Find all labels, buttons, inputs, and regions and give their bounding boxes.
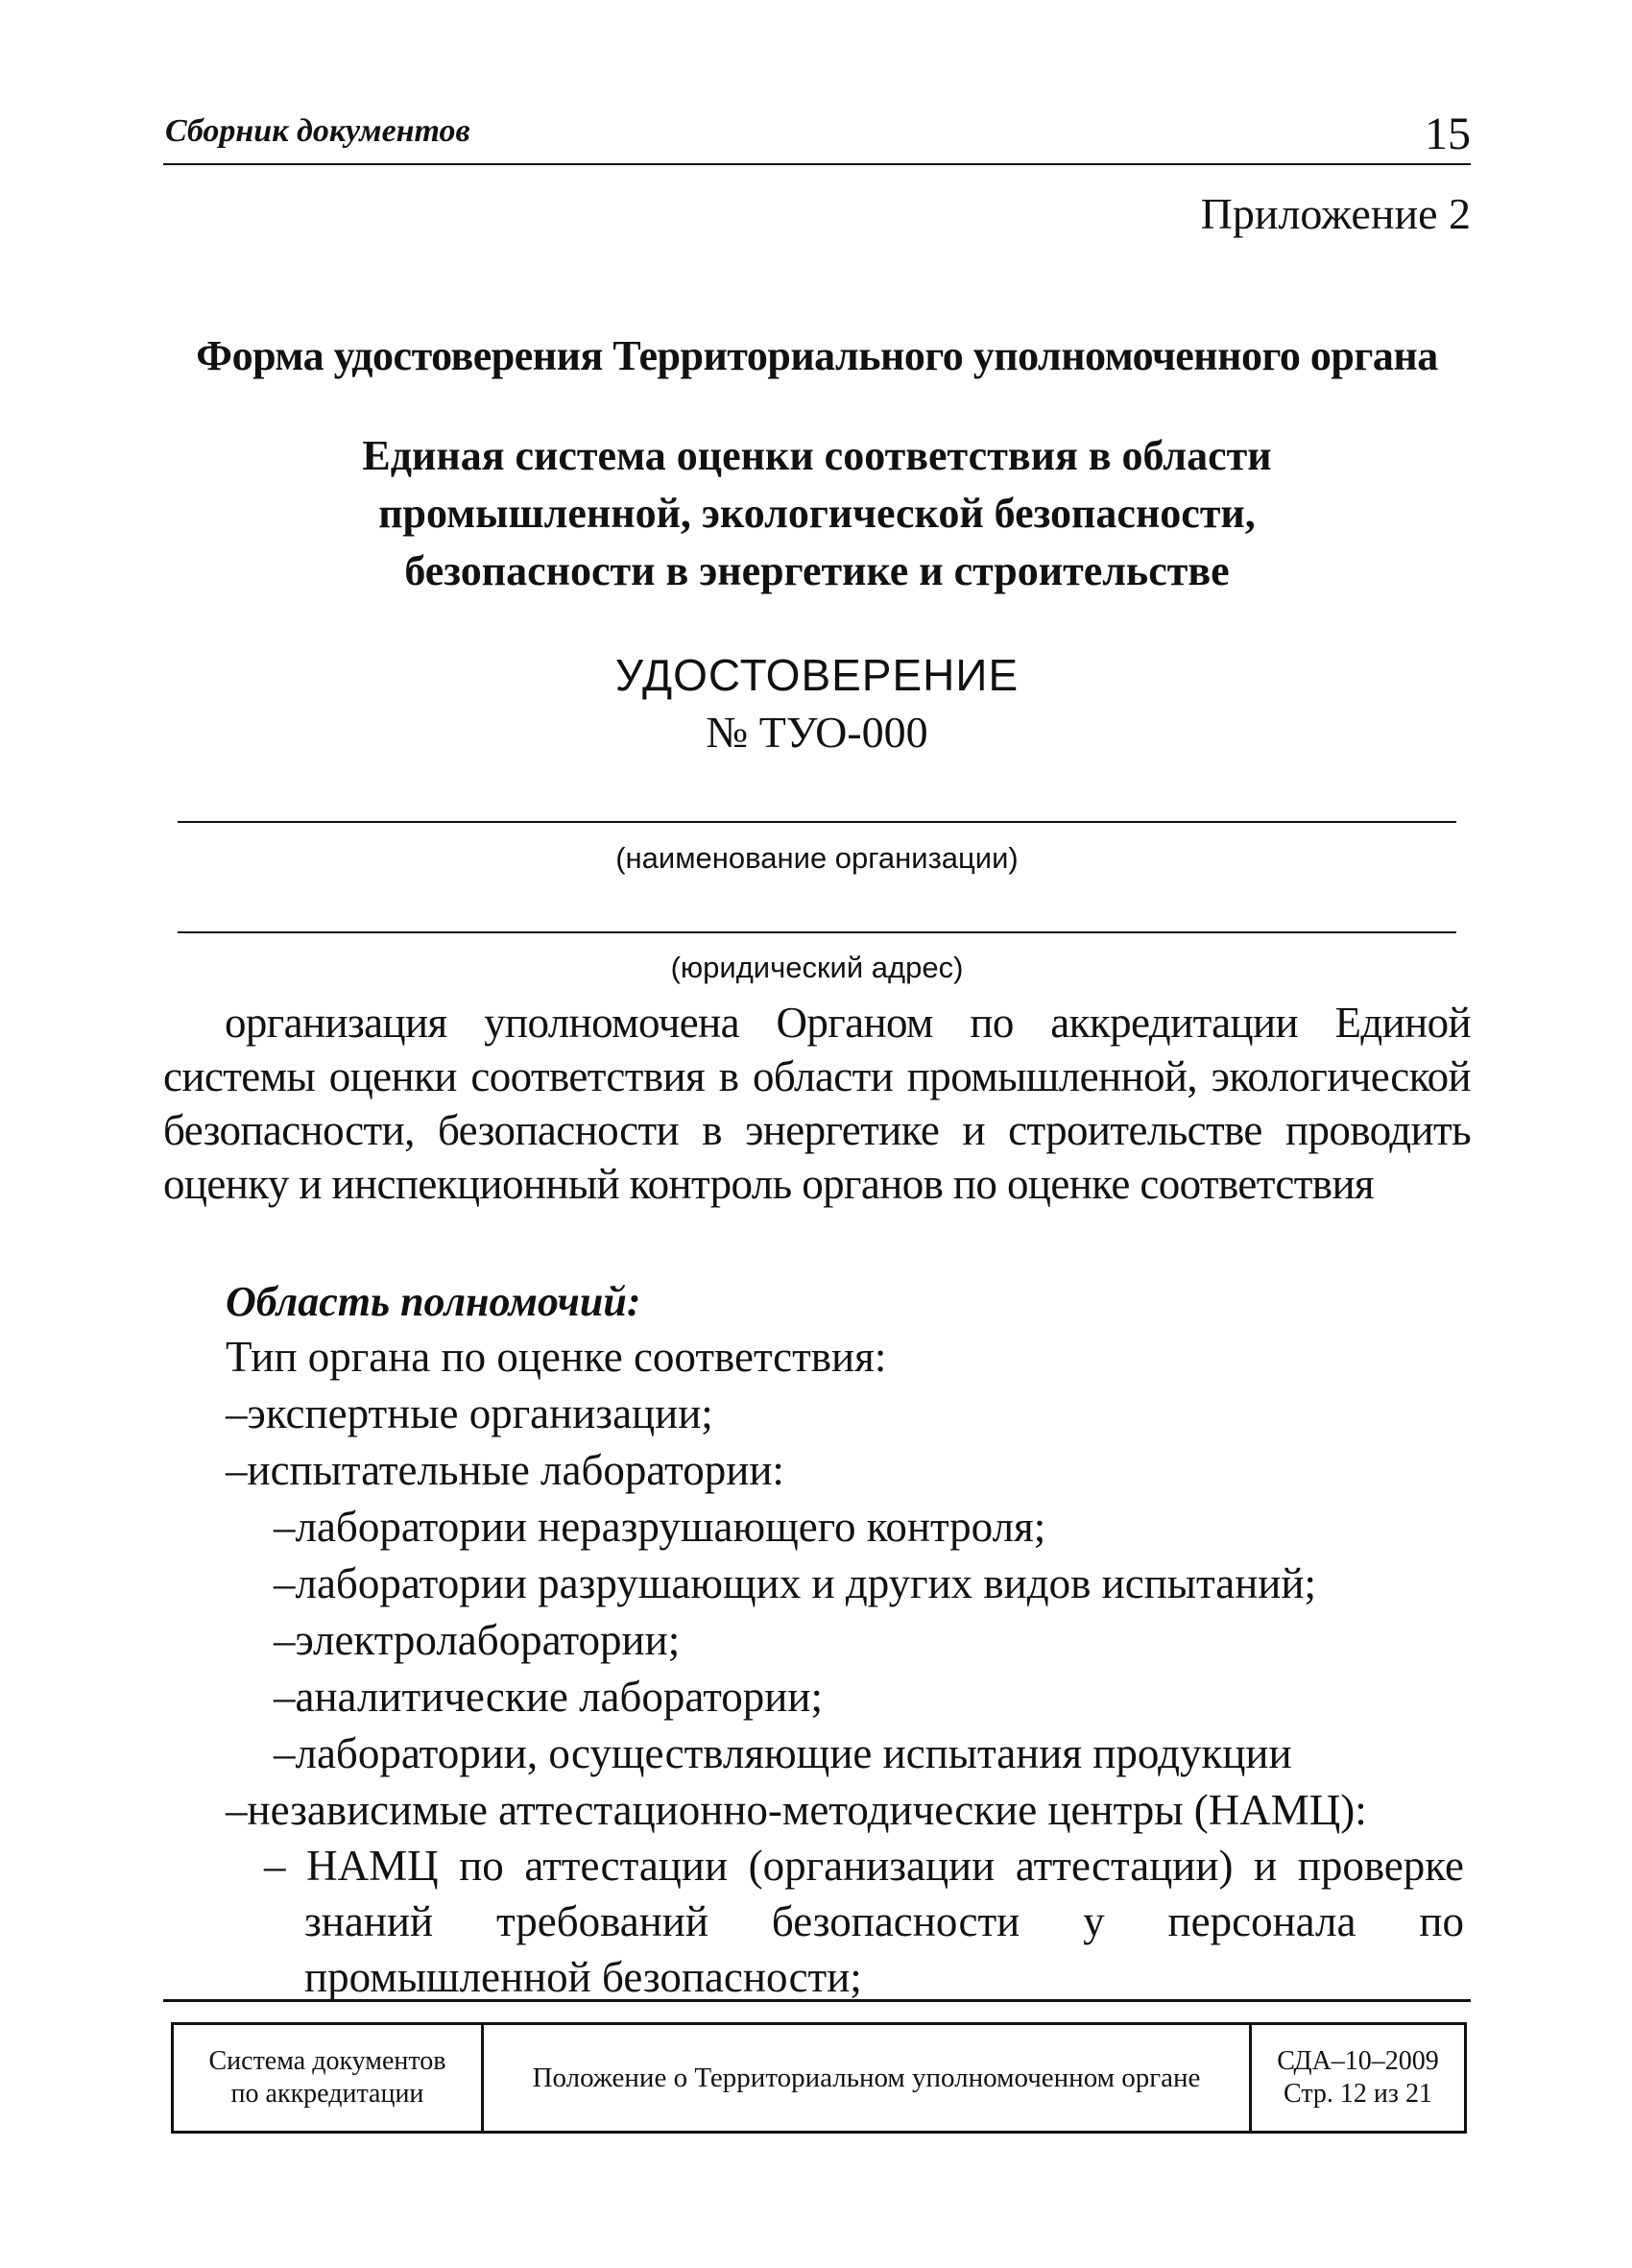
footer-doc-system-cell — [174, 2025, 481, 2131]
header-rule — [163, 163, 1471, 165]
collection-title: Сборник документов — [165, 113, 470, 149]
scope-subitem: –лаборатории неразрушающего контроля; — [274, 1503, 1046, 1551]
system-title-line: промышленной, экологической безопасности, — [378, 490, 1256, 537]
footer-doc-system-line: по аккредитации — [230, 2079, 424, 2109]
scope-subitem: –аналитические лаборатории; — [274, 1673, 823, 1721]
scope-item: –экспертные организации; — [226, 1389, 713, 1437]
footer-doc-title-cell — [481, 2025, 1249, 2131]
scope-heading: Область полномочий: — [226, 1278, 641, 1325]
footer-rule — [163, 1999, 1471, 2002]
scope-subitem: –лаборатории разрушающих и других видов испытаний; — [274, 1559, 1316, 1607]
footer-table — [171, 2022, 1467, 2134]
page-number: 15 — [1425, 109, 1471, 159]
footer-page-info: Стр. 12 из 21 — [1284, 2079, 1432, 2109]
scope-namc-item — [264, 1838, 1464, 2005]
system-title-line: Единая система оценки соответствия в области — [362, 432, 1272, 479]
scope-item: –испытательные лаборатории: — [226, 1446, 784, 1494]
certificate-number: № ТУО-000 — [706, 708, 928, 757]
namc-item-text: – НАМЦ по аттестации (организации аттестации) и проверке знаний требований безопасности у персонала по промышленной безопасности; — [264, 1842, 1464, 2001]
system-title-line: безопасности в энергетике и строительстве — [404, 547, 1230, 594]
scope-type-label: Тип органа по оценке соответствия: — [226, 1333, 887, 1381]
scope-subitem: –электролаборатории; — [274, 1616, 681, 1664]
organization-name-line — [178, 821, 1456, 823]
scope-item: –независимые аттестационно-методические центры (НАМЦ): — [226, 1786, 1367, 1834]
appendix-label: Приложение 2 — [1200, 189, 1471, 238]
authorization-paragraph: организация уполномочена Органом по аккредитации Единой системы оценки соответствия в области промышленной, экологической безопасности, безопасности в энергетике и строительстве проводить оценку и инспекционный контроль органов по оценке соответствия — [163, 999, 1471, 1208]
footer-doc-code-cell — [1249, 2025, 1464, 2131]
legal-address-line — [178, 931, 1456, 933]
organization-name-caption: (наименование организации) — [615, 841, 1019, 875]
legal-address-caption: (юридический адрес) — [670, 951, 964, 984]
footer-doc-system-line: Система документов — [208, 2046, 446, 2076]
footer-doc-code: СДА–10–2009 — [1277, 2046, 1439, 2076]
footer-doc-title: Положение о Территориальном уполномоченном органе — [532, 2063, 1201, 2093]
certificate-title: УДОСТОВЕРЕНИЕ — [614, 650, 1020, 700]
system-title — [163, 427, 1471, 600]
form-title: Форма удостоверения Территориального уполномоченного органа — [196, 332, 1438, 379]
scope-subitem: –лаборатории, осуществляющие испытания продукции — [274, 1729, 1292, 1777]
